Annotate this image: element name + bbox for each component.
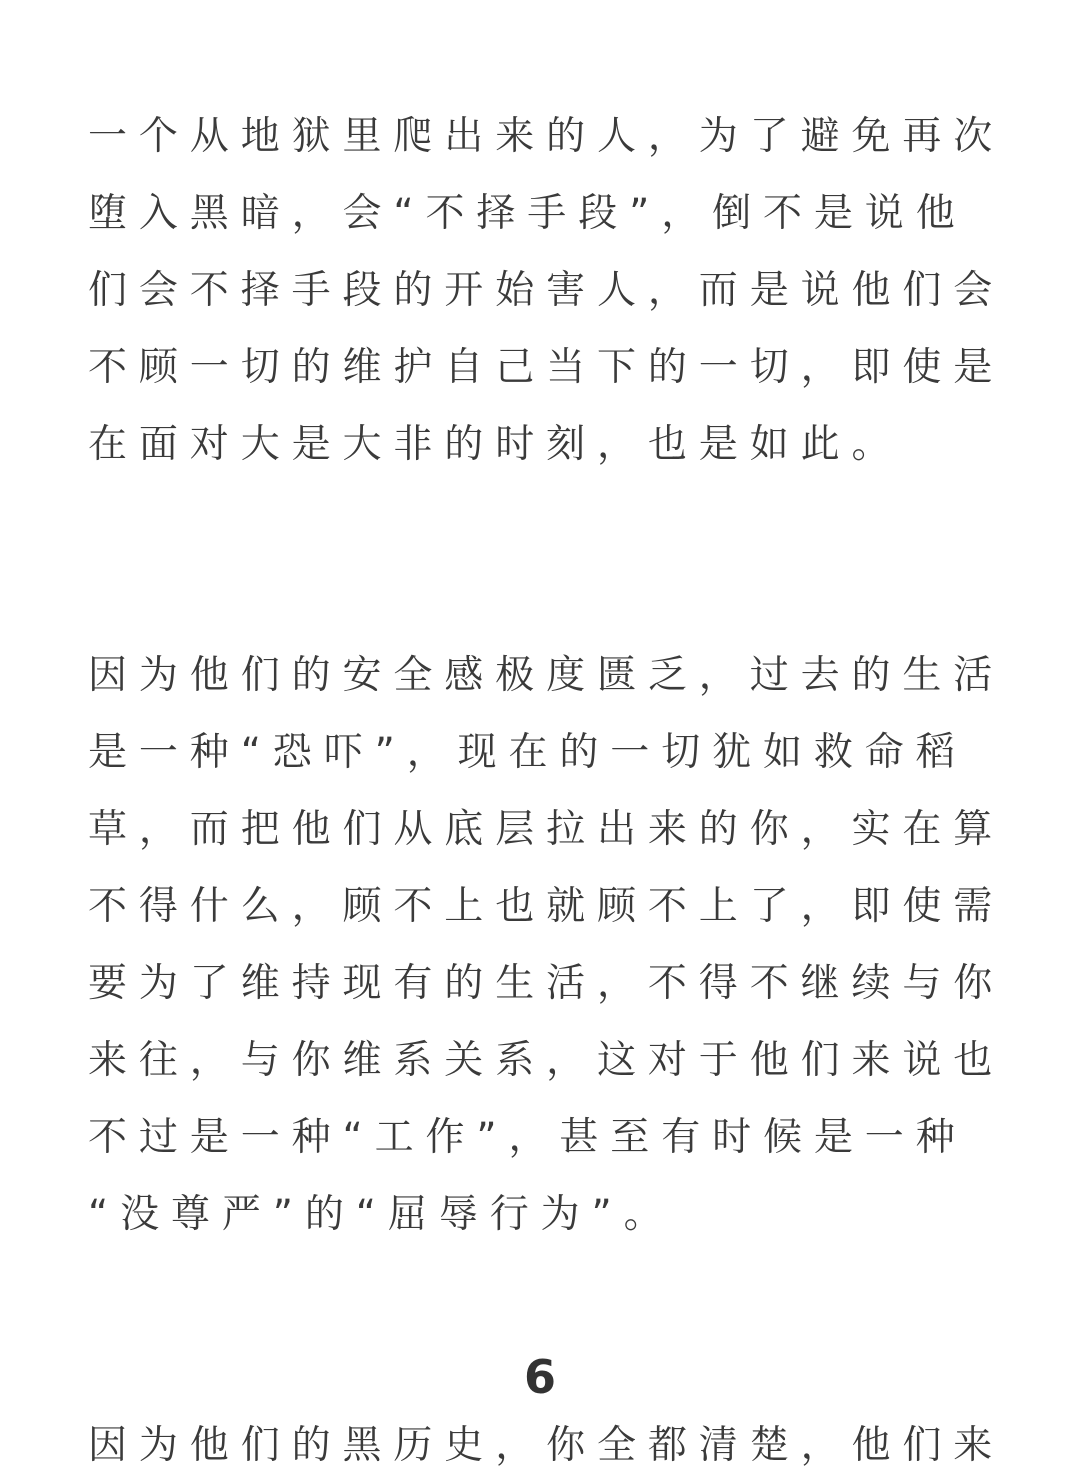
text-line: 们会不择手段的开始害人，而是说他们会	[88, 268, 1005, 313]
paragraph-1	[88, 98, 1005, 483]
text-line: 因为他们的安全感极度匮乏，过去的生活	[88, 653, 1005, 698]
paragraph-spacer	[88, 483, 998, 637]
text-line: 一个从地狱里爬出来的人，为了避免再次	[88, 114, 1005, 159]
text-line: 不得什么，顾不上也就顾不上了，即使需	[88, 884, 1005, 929]
text-line: 不顾一切的维护自己当下的一切，即使是	[88, 345, 1005, 390]
text-line: 要为了维持现有的生活，不得不继续与你	[88, 961, 1005, 1006]
paragraph-3	[88, 1407, 1005, 1484]
text-line: 在面对大是大非的时刻，也是如此。	[88, 422, 903, 467]
article-body	[88, 98, 1005, 1484]
text-line: 因为他们的黑历史，你全都清楚，他们来	[88, 1423, 1005, 1468]
paragraph-2	[88, 637, 1005, 1253]
text-line: 堕入黑暗，会“不择手段”，倒不是说他	[88, 191, 967, 236]
text-line: “没尊严”的“屈辱行为”。	[88, 1192, 675, 1237]
text-line: 来往，与你维系关系，这对于他们来说也	[88, 1038, 1005, 1083]
text-line: 不过是一种“工作”，甚至有时候是一种	[88, 1115, 967, 1160]
text-line: 是一种“恐吓”，现在的一切犹如救命稻	[88, 730, 967, 775]
page-number: 6	[523, 1350, 556, 1404]
text-line: 草，而把他们从底层拉出来的你，实在算	[88, 807, 1005, 852]
